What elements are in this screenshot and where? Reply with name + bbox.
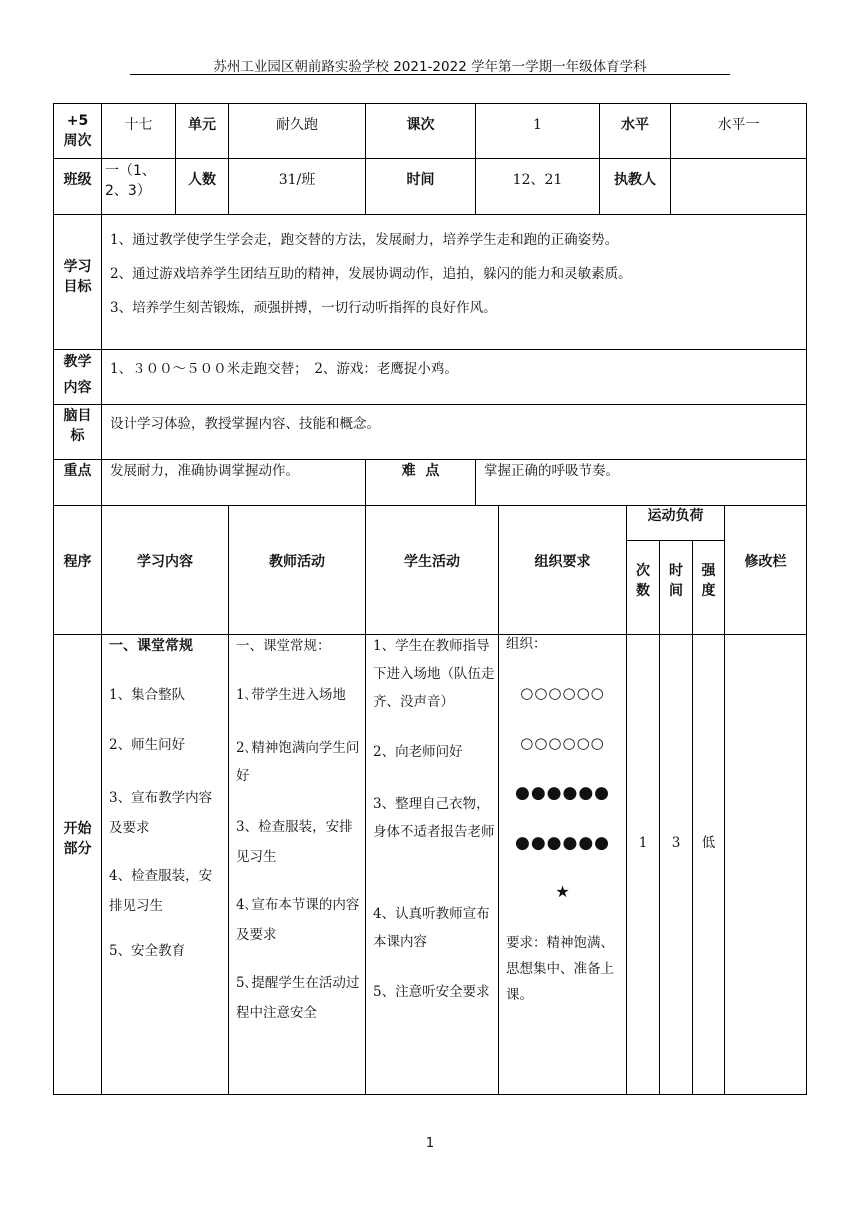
time-label: 时间 xyxy=(406,172,435,188)
student-item: 1、学生在教师指导下进入场地（队伍走齐、没声音） xyxy=(373,638,495,710)
teacher-item: 3、检查服装，安排见习生 xyxy=(236,819,353,865)
difficulty-label: 难 点 xyxy=(401,463,440,479)
learning-item: 5、安全教育 xyxy=(109,943,186,959)
head-student: 学生活动 xyxy=(404,554,460,570)
intensity-value: 低 xyxy=(701,835,716,851)
brain-text: 设计学习体验，教授掌握内容、技能和概念。 xyxy=(110,416,380,432)
difficulty-text: 掌握正确的呼吸节奏。 xyxy=(484,463,619,479)
content-label: 教学内容 xyxy=(63,354,92,396)
brain-label: 脑目标 xyxy=(63,408,92,444)
teacher-item: 2､精神饱满向学生问好 xyxy=(236,740,360,784)
level-value: 水平一 xyxy=(717,117,760,133)
cell-intensity xyxy=(692,634,725,1095)
formation-row-filled: ●●●●●● xyxy=(514,783,610,803)
learning-item: 4、检查服装，安排见习生 xyxy=(109,868,213,914)
times-value: 1 xyxy=(638,835,648,851)
cell-revision xyxy=(724,634,807,1095)
cell-organization xyxy=(498,634,627,1095)
learning-item: 3、宣布教学内容及要求 xyxy=(109,790,213,836)
learning-title: 一、课堂常规 xyxy=(109,638,193,654)
student-item: 2、向老师问好 xyxy=(373,744,463,760)
head-procedure: 程序 xyxy=(63,554,92,570)
class-value: 一（1、2、3） xyxy=(105,163,156,199)
head-learning: 学习内容 xyxy=(137,554,193,570)
keypoint-label: 重点 xyxy=(63,463,92,479)
objective-2: 2、通过游戏培养学生团结互助的精神，发展协调动作，追拍，躲闪的能力和灵敏素质。 xyxy=(110,266,632,282)
content-text: 1、３００～５００米走跑交替； 2、游戏：老鹰捉小鸡。 xyxy=(110,361,458,377)
teacher-label: 执教人 xyxy=(614,172,656,188)
count-label: 人数 xyxy=(188,172,216,188)
duration-value: 3 xyxy=(671,835,681,851)
teacher-item: 1､带学生进入场地 xyxy=(236,687,346,703)
head-revision: 修改栏 xyxy=(744,554,787,570)
student-item: 4、认真听教师宣布本课内容 xyxy=(373,906,490,950)
unit-value: 耐久跑 xyxy=(276,117,318,133)
org-label: 组织： xyxy=(506,636,547,652)
formation-row-open: ○○○○○○ xyxy=(520,684,605,702)
unit-label: 单元 xyxy=(188,117,216,133)
section-name: 开始部分 xyxy=(63,821,92,857)
keypoint-text: 发展耐力，准确协调掌握动作。 xyxy=(110,463,299,479)
head-organization: 组织要求 xyxy=(534,554,591,570)
head-intensity: 强度 xyxy=(701,563,716,599)
class-label: 班级 xyxy=(63,172,92,188)
head-duration: 时间 xyxy=(669,563,683,599)
count-value: 31/班 xyxy=(278,172,316,188)
lesson-value: 1 xyxy=(533,117,542,133)
student-item: 5、注意听安全要求 xyxy=(373,984,490,1000)
student-item: 3、整理自己衣物，身体不适者报告老师 xyxy=(373,796,495,840)
lesson-label: 课次 xyxy=(406,117,435,133)
header-rule xyxy=(130,74,730,75)
cell-duration xyxy=(659,634,693,1095)
org-requirement: 要求：精神饱满、思想集中、准备上课。 xyxy=(506,935,614,1003)
week-value: 十七 xyxy=(124,117,153,133)
time-value: 12、21 xyxy=(512,172,563,188)
teacher-value xyxy=(670,158,807,202)
page-number: 1 xyxy=(425,1136,435,1151)
objectives-label: 学习目标 xyxy=(63,259,92,295)
objective-1: 1、通过教学使学生学会走，跑交替的方法，发展耐力，培养学生走和跑的正确姿势。 xyxy=(110,232,619,248)
head-load: 运动负荷 xyxy=(647,508,704,524)
week-label: +5 周次 xyxy=(63,113,92,149)
learning-item: 2、师生问好 xyxy=(109,737,186,753)
formation-row-open: ○○○○○○ xyxy=(520,734,605,752)
formation-row-filled: ●●●●●● xyxy=(514,833,610,853)
teacher-item: 5､提醒学生在活动过程中注意安全 xyxy=(236,975,360,1021)
learning-item: 1、集合整队 xyxy=(109,687,186,703)
teacher-title: 一、课堂常规： xyxy=(236,638,331,654)
head-teacher: 教师活动 xyxy=(269,554,325,570)
document-header: 苏州工业园区朝前路实验学校 2021-2022 学年第一学期一年级体育学科 xyxy=(213,59,647,75)
objective-3: 3、培养学生刻苦锻炼，顽强拼搏，一切行动听指挥的良好作风。 xyxy=(110,300,497,316)
teacher-item: 4､宣布本节课的内容及要求 xyxy=(236,897,360,943)
cell-times xyxy=(626,634,660,1095)
teacher-star-icon: ★ xyxy=(555,882,570,901)
level-label: 水平 xyxy=(621,117,649,133)
head-times: 次数 xyxy=(636,563,650,599)
